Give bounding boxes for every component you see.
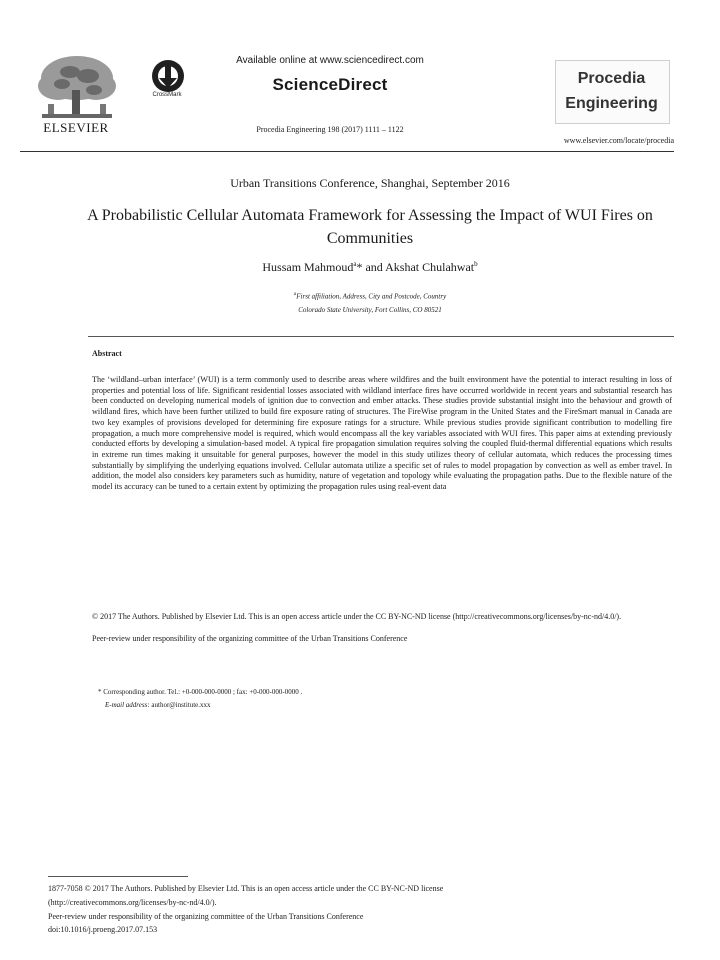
crossmark-label: CrossMark <box>152 92 182 98</box>
sciencedirect-logo: ScienceDirect <box>272 75 388 94</box>
email-label: E-mail address: <box>105 701 150 709</box>
affiliation-mark: b <box>474 260 478 268</box>
available-online-text: Available online at www.sciencedirect.com <box>236 55 424 66</box>
email-footnote <box>105 701 665 709</box>
corresponding-mark: * <box>356 260 363 274</box>
footer-divider <box>48 876 188 877</box>
publisher-name: ELSEVIER <box>43 120 109 135</box>
author-name: Hussam Mahmoud <box>262 260 354 274</box>
license-url[interactable]: (http://creativecommons.org/licenses/by-nc-nd/4.0/). <box>48 898 217 907</box>
journal-citation: Procedia Engineering 198 (2017) 1111 – 1122 <box>256 125 404 134</box>
issn-license-line: 1877-7058 © 2017 The Authors. Published by Elsevier Ltd. This is an open access article under the CC BY-NC-ND license <box>48 884 444 893</box>
abstract-divider <box>88 336 674 337</box>
journal-url[interactable]: www.elsevier.com/locate/procedia <box>563 136 674 145</box>
corresponding-author-footnote: * Corresponding author. Tel.: +0-000-000-0000 ; fax: +0-000-000-0000 . <box>98 688 303 696</box>
footer-peer-review: Peer-review under responsibility of the organizing committee of the Urban Transitions Conference <box>48 912 364 921</box>
abstract-body: The ‘wildland–urban interface’ (WUI) is a term commonly used to describe areas where wildfires and the built environment have the potential to interact resulting in loss of properties and potential loss of life. Significant residential losses associated with wildland interface fires have occurred worldwide in recent years and substantial research has been conducted on developing numerical models of ignition due to convection and ember attacks. These studies provide substantial insight into the behaviour and growth of wildland fires, which have been further utilized to build fire exposure rating of structures. The FireWise program in the United States and the FireSmart manual in Canada are two key examples of provisions developed for determining fire exposure ratings for a structure. While previous studies provide significant contribution to modelling fire propagation, a much more comprehensive model is required, which would encompass all the key variables associated with WUI fires. This paper aims at extending previously conducted efforts by developing a simulation-based model. A typical fire propagation simulation requires solving the coupled fluid-thermal differential equations which results in extreme run times making it unsuitable for general purposes, however the model in this study utilizes theory of cellular automata, which reduces the processing times substantially by simplifying the underlying equations involved. Cellular automata utilize a specific set of rules to model propagation by convection as well as ember travel. In addition, the model also considers key parameters such as humidity, nature of vegetation and topology while evaluating the propagation paths. Due to the flexible nature of the model its accuracy can be tuned to a certain extent by optimizing the propagation rules using real-event data <box>92 375 672 492</box>
journal-name-line1: Procedia <box>577 70 646 87</box>
header-divider <box>20 151 674 152</box>
peer-review-notice: Peer-review under responsibility of the organizing committee of the Urban Transitions Conference <box>92 634 408 643</box>
email-address[interactable]: author@institute.xxx <box>151 701 211 709</box>
affiliation-text: First affiliation, Address, City and Postcode, Country <box>296 292 447 301</box>
doi[interactable]: doi:10.1016/j.proeng.2017.07.153 <box>48 925 158 934</box>
paper-title: A Probabilistic Cellular Automata Framework for Assessing the Impact of WUI Fires on Communities <box>87 207 653 247</box>
crossmark-icon[interactable] <box>150 58 186 94</box>
journal-name-line2: Engineering <box>565 95 658 112</box>
affiliation-mark: a <box>293 292 297 297</box>
author-list <box>0 260 720 275</box>
copyright-notice: © 2017 The Authors. Published by Elsevier Ltd. This is an open access article under the CC BY-NC-ND license (http://creativecommons.org/licenses/by-nc-nd/4.0/). <box>92 612 622 621</box>
author-joiner: and <box>362 260 386 274</box>
abstract-heading: Abstract <box>92 349 122 358</box>
affiliation-mark: a <box>353 260 357 268</box>
author-name: Akshat Chulahwat <box>385 260 475 274</box>
affiliation-1 <box>0 292 720 300</box>
conference-name: Urban Transitions Conference, Shanghai, September 2016 <box>230 176 510 190</box>
affiliation-2: Colorado State University, Fort Collins, CO 80521 <box>298 306 442 314</box>
